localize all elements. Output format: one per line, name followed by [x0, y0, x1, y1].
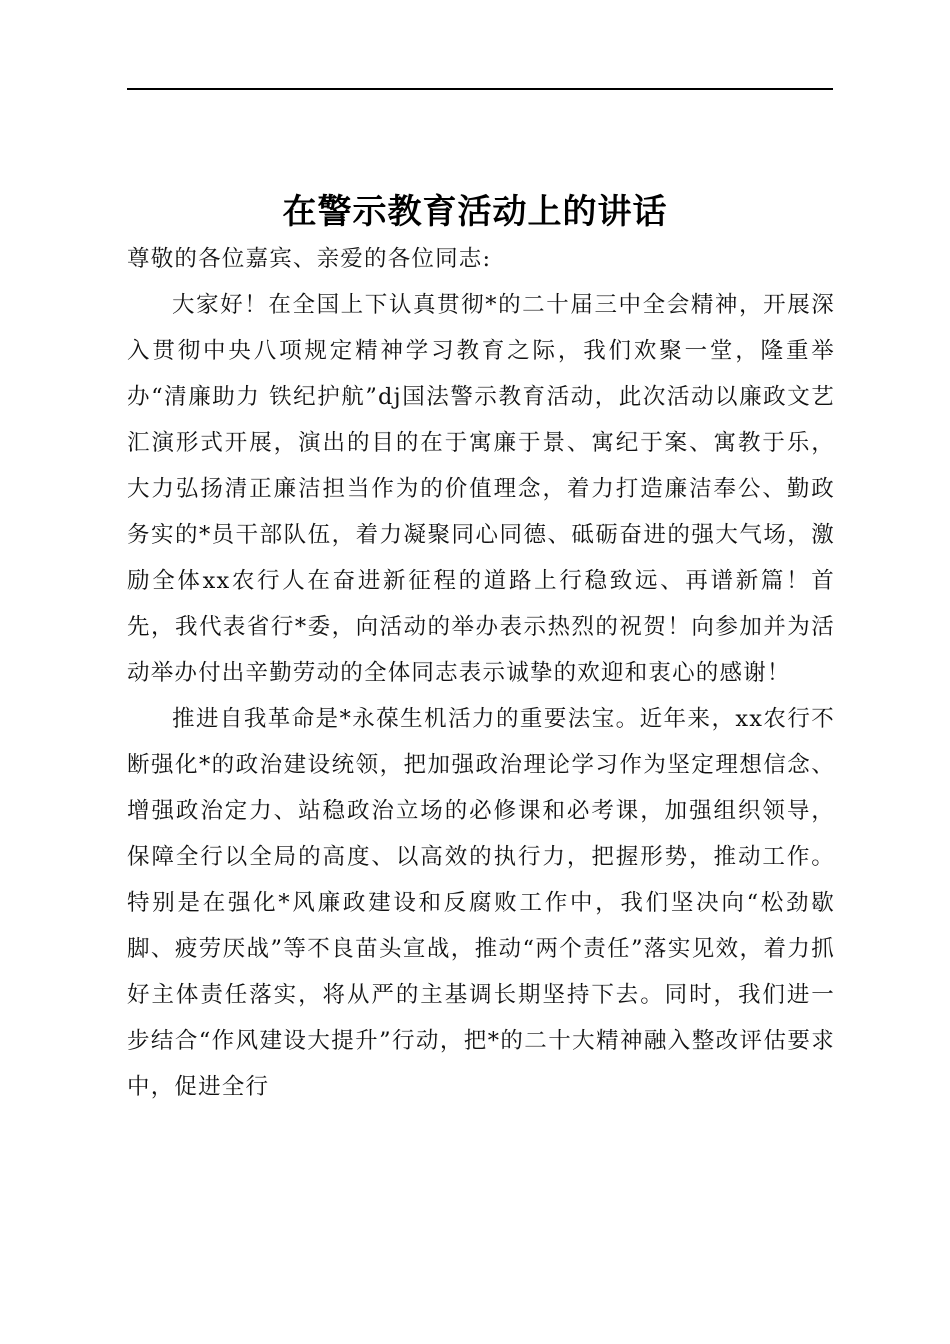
header-rule	[127, 88, 833, 90]
salutation: 尊敬的各位嘉宾、亲爱的各位同志:	[127, 246, 492, 272]
paragraph-opening: 大家好！在全国上下认真贯彻*的二十届三中全会精神，开展深入贯彻中央八项规定精神学习教育之际，我们欢聚一堂，隆重举办“清廉助力 铁纪护航”dj国法警示教育活动，此次活动以廉政文艺汇演形式开展，演出的目的在于寓廉于景、寓纪于案、寓教于乐，大力弘扬清正廉洁担当作为的价值理念，着力打造廉洁奉公、勤政务实的*员干部队伍，着力凝聚同心同德、砥砺奋进的强大气场，激励全体xx农行人在奋进新征程的道路上行稳致远、再谱新篇！首先，我代表省行*委，向活动的举办表示热烈的祝贺！向参加并为活动举办付出辛勤劳动的全体同志表示诚挚的欢迎和衷心的感谢！	[127, 292, 835, 686]
paragraph-self-revolution: 推进自我革命是*永葆生机活力的重要法宝。近年来，xx农行不断强化*的政治建设统领，把加强政治理论学习作为坚定理想信念、增强政治定力、站稳政治立场的必修课和必考课，加强组织领导，保障全行以全局的高度、以高效的执行力，把握形势，推动工作。特别是在强化*风廉政建设和反腐败工作中，我们坚决向“松劲歇脚、疲劳厌战”等不良苗头宣战，推动“两个责任”落实见效，着力抓好主体责任落实，将从严的主基调长期坚持下去。同时，我们进一步结合“作风建设大提升”行动，把*的二十大精神融入整改评估要求中，促进全行	[127, 706, 835, 1100]
document-body	[127, 236, 835, 1110]
document-title: 在警示教育活动上的讲话	[282, 191, 668, 232]
